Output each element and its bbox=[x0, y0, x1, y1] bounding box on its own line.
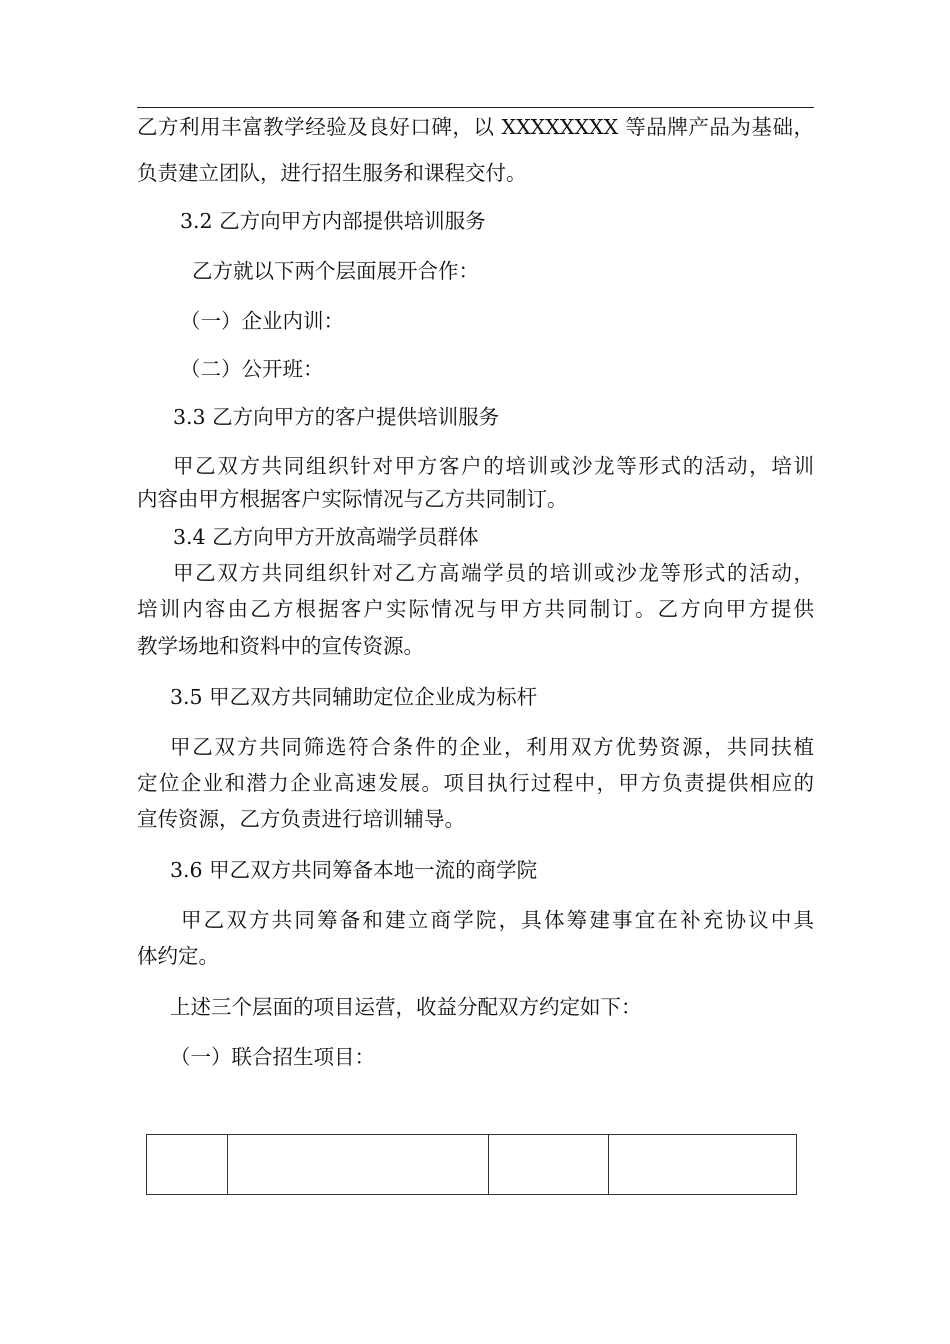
list-item: （一）企业内训： bbox=[180, 309, 344, 333]
paragraph-line: 乙方就以下两个层面展开合作： bbox=[192, 259, 479, 283]
paragraph-line: 甲乙双方共同筹备和建立商学院，具体筹建事宜在补充协议中具 bbox=[181, 908, 814, 932]
paragraph-line: 内容由甲方根据客户实际情况与乙方共同制订。 bbox=[137, 487, 568, 511]
table-cell bbox=[228, 1135, 489, 1195]
section-heading-3-5: 3.5 甲乙双方共同辅助定位企业成为标杆 bbox=[170, 685, 538, 709]
revenue-table-container bbox=[146, 1134, 797, 1195]
paragraph-line: 上述三个层面的项目运营，收益分配双方约定如下： bbox=[170, 995, 642, 1019]
section-heading-3-6: 3.6 甲乙双方共同筹备本地一流的商学院 bbox=[170, 858, 538, 882]
paragraph-line: 甲乙双方共同筛选符合条件的企业，利用双方优势资源，共同扶植 bbox=[170, 735, 814, 759]
section-heading-3-2: 3.2 乙方向甲方内部提供培训服务 bbox=[180, 209, 486, 233]
paragraph-line: 乙方利用丰富教学经验及良好口碑，以 XXXXXXXX 等品牌产品为基础， bbox=[137, 115, 814, 139]
header-rule bbox=[137, 107, 814, 108]
section-heading-3-3: 3.3 乙方向甲方的客户提供培训服务 bbox=[173, 405, 500, 429]
paragraph-line: 培训内容由乙方根据客户实际情况与甲方共同制订。乙方向甲方提供 bbox=[137, 597, 814, 621]
table-cell bbox=[147, 1135, 228, 1195]
paragraph-line: 宣传资源，乙方负责进行培训辅导。 bbox=[137, 807, 465, 831]
paragraph-line: 定位企业和潜力企业高速发展。项目执行过程中，甲方负责提供相应的 bbox=[137, 771, 814, 795]
table-cell bbox=[489, 1135, 609, 1195]
section-heading-3-4: 3.4 乙方向甲方开放高端学员群体 bbox=[173, 525, 479, 549]
paragraph-line: 教学场地和资料中的宣传资源。 bbox=[137, 634, 424, 658]
list-item: （二）公开班： bbox=[180, 357, 324, 381]
list-item: （一）联合招生项目： bbox=[170, 1045, 375, 1069]
table-row bbox=[147, 1135, 797, 1195]
revenue-table bbox=[146, 1134, 797, 1195]
paragraph-line: 体约定。 bbox=[137, 944, 219, 968]
paragraph-line: 负责建立团队，进行招生服务和课程交付。 bbox=[137, 161, 527, 185]
paragraph-line: 甲乙双方共同组织针对乙方高端学员的培训或沙龙等形式的活动， bbox=[173, 561, 814, 585]
paragraph-line: 甲乙双方共同组织针对甲方客户的培训或沙龙等形式的活动，培训 bbox=[173, 454, 814, 478]
table-cell bbox=[609, 1135, 797, 1195]
